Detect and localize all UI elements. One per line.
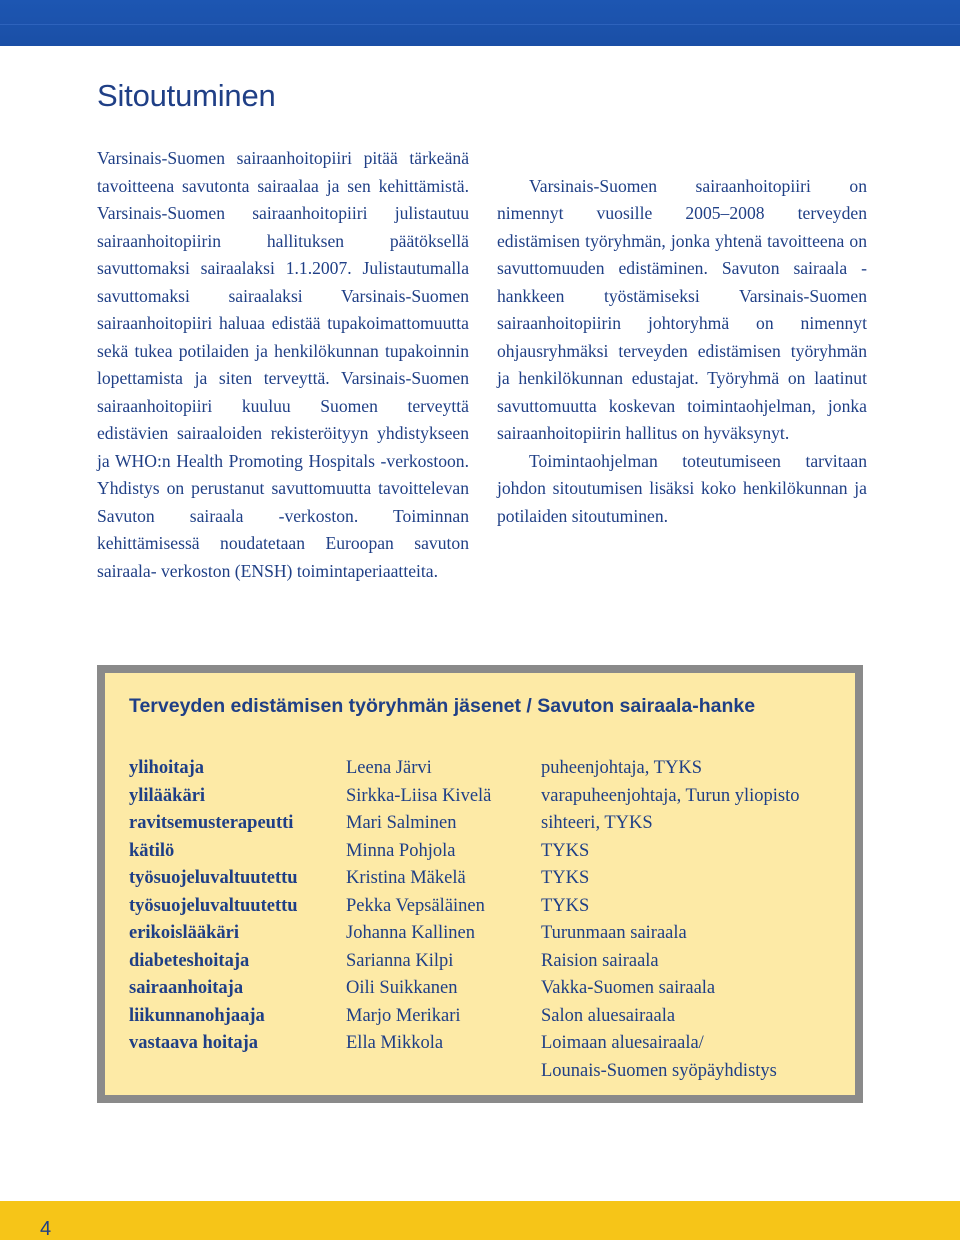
member-org: Salon aluesairaala <box>541 1005 676 1026</box>
member-org: TYKS <box>541 895 590 916</box>
bottom-color-bar <box>0 1201 960 1240</box>
member-org: TYKS <box>541 868 590 888</box>
members-box-title: Terveyden edistämisen työryhmän jäsenet / Savuton sairaala-hanke <box>129 695 756 717</box>
member-role: erikoislääkäri <box>129 923 239 943</box>
member-name: Minna Pohjola <box>346 840 456 861</box>
table-row <box>129 865 841 893</box>
member-org: Lounais-Suomen syöpäyhdistys <box>541 1060 777 1081</box>
member-role: ravitsemusterapeutti <box>129 813 294 833</box>
member-role: työsuojeluvaltuutettu <box>129 895 298 916</box>
page-title: Sitoutuminen <box>97 78 276 113</box>
member-org: Turunmaan sairaala <box>541 923 687 943</box>
table-row <box>129 1058 841 1086</box>
members-table <box>129 755 841 1085</box>
member-org: sihteeri, TYKS <box>541 813 653 833</box>
member-name: Kristina Mäkelä <box>346 868 466 888</box>
member-role: vastaava hoitaja <box>129 1033 258 1053</box>
member-role <box>129 1058 346 1086</box>
table-row <box>129 838 841 866</box>
member-org: Loimaan aluesairaala/ <box>541 1033 704 1053</box>
table-row <box>129 948 841 976</box>
table-row <box>129 810 841 838</box>
member-role: diabeteshoitaja <box>129 950 250 971</box>
member-name <box>346 1058 541 1086</box>
member-org: Vakka-Suomen sairaala <box>541 978 716 998</box>
member-name: Oili Suikkanen <box>346 978 458 998</box>
member-name: Ella Mikkola <box>346 1033 444 1053</box>
body-paragraph-2: Varsinais-Suomen sairaanhoitopiiri on nimennyt vuosille 2005–2008 terveyden edistämisen työryhmän, jonka yhtenä tavoitteena on savuttomuuden edistäminen. Savuton sairaala -hankkeen työstämiseksi Varsinais-Suomen sairaanhoitopiirin johtoryhmä on nimennyt ohjausryhmäksi terveyden edistämisen työryhmän ja henkilökunnan edustajat. Työryhmä on laatinut savuttomuutta koskevan toimintaohjelman, jonka sairaanhoitopiirin hallitus on hyväksynyt. <box>497 175 867 443</box>
table-row <box>129 893 841 921</box>
member-org: TYKS <box>541 840 590 861</box>
member-org: Raision sairaala <box>541 950 659 971</box>
page-number: 4 <box>40 1218 52 1240</box>
member-role: liikunnanohjaaja <box>129 1005 265 1026</box>
member-role: ylilääkäri <box>129 785 206 806</box>
body-paragraph-3: Toimintaohjelman toteutumiseen tarvitaan johdon sitoutumisen lisäksi koko henkilökunnan ja potilaiden sitoutuminen. <box>497 450 867 526</box>
member-name: Sarianna Kilpi <box>346 950 454 971</box>
member-name: Johanna Kallinen <box>346 923 475 943</box>
table-row <box>129 755 841 783</box>
body-column-right <box>497 173 867 531</box>
member-name: Mari Salminen <box>346 813 457 833</box>
member-name: Marjo Merikari <box>346 1005 461 1026</box>
member-org: varapuheenjohtaja, Turun yliopisto <box>541 785 800 806</box>
table-row <box>129 1003 841 1031</box>
member-name: Sirkka-Liisa Kivelä <box>346 785 492 806</box>
member-org: puheenjohtaja, TYKS <box>541 758 702 778</box>
table-row <box>129 783 841 811</box>
member-role: työsuojeluvaltuutettu <box>129 868 298 888</box>
members-box <box>97 665 863 1103</box>
body-paragraph-1: Varsinais-Suomen sairaanhoitopiiri pitää tärkeänä tavoitteena savutonta sairaalaa ja sen kehittämistä. Varsinais-Suomen sairaanhoitopiiri julistautuu sairaanhoitopiirin hallituksen päätöksellä savuttomaksi sairaalaksi 1.1.2007. Julistautumalla savuttomaksi sairaalaksi Varsinais-Suomen sairaanhoitopiiri haluaa edistää tupakoimattomuutta sekä tukea potilaiden ja henkilökunnan tupakoinnin lopettamista ja siten terveyttä. Varsinais-Suomen sairaanhoitopiiri kuuluu Suomen terveyttä edistävien sairaaloiden rekisteröityyn yhdistykseen ja WHO:n Health Promoting Hospitals -verkostoon. Yhdistys on perustanut savuttomuutta tavoittelevan Savuton sairaala -verkoston. Toiminnan kehittämisessä noudatetaan Euroopan savuton sairaala- verkoston (ENSH) toimintaperiaatteita. <box>97 148 469 581</box>
table-row <box>129 920 841 948</box>
top-color-bar <box>0 0 960 46</box>
member-role: kätilö <box>129 840 175 861</box>
member-role: sairaanhoitaja <box>129 978 244 998</box>
body-column-left <box>97 145 469 585</box>
member-role: ylihoitaja <box>129 758 205 778</box>
top-bar-rule <box>0 24 960 25</box>
member-name: Leena Järvi <box>346 758 432 778</box>
member-name: Pekka Vepsäläinen <box>346 895 485 916</box>
table-row <box>129 1030 841 1058</box>
table-row <box>129 975 841 1003</box>
